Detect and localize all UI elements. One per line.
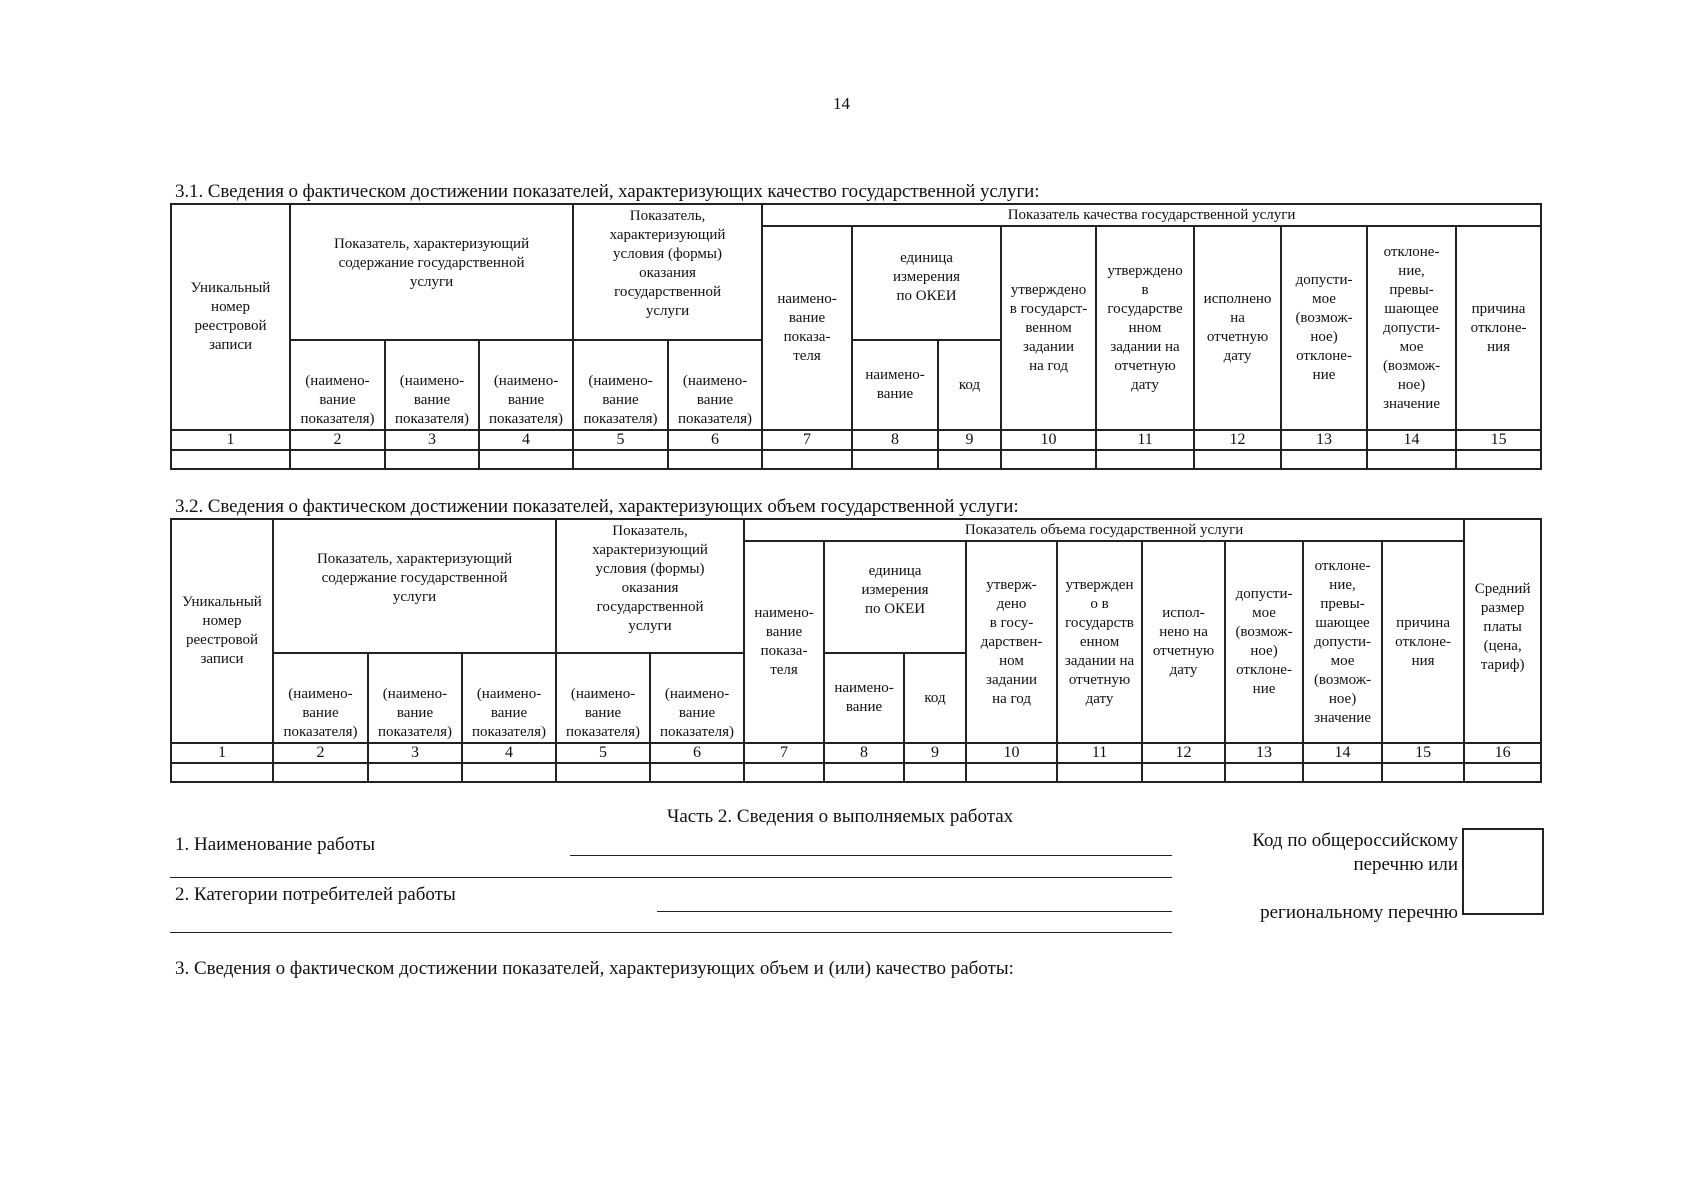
column-number: 1 bbox=[171, 743, 273, 763]
header-sub-name: (наимено- вание показателя) bbox=[368, 653, 462, 743]
section-3-1-title: 3.1. Сведения о фактическом достижении показателей, характеризующих качество государственной услуги: bbox=[175, 181, 1040, 202]
header-okei-name: наимено- вание bbox=[824, 653, 904, 743]
header-conditions-indicator: Показатель, характеризующий условия (формы) оказания государственной услуги bbox=[556, 519, 744, 653]
column-number: 9 bbox=[938, 430, 1001, 450]
column-number: 15 bbox=[1456, 430, 1541, 450]
header-content-indicator: Показатель, характеризующий содержание государственной услуги bbox=[273, 519, 556, 653]
column-number: 6 bbox=[668, 430, 762, 450]
header-allowed-deviation: допусти- мое (возмож- ное) отклоне- ние bbox=[1225, 541, 1303, 743]
work-name-line-2 bbox=[170, 877, 1172, 878]
column-numbers-row bbox=[171, 430, 1541, 450]
column-number: 10 bbox=[966, 743, 1057, 763]
column-number: 9 bbox=[904, 743, 966, 763]
page-number: 14 bbox=[833, 94, 850, 113]
header-average-fee: Средний размер платы (цена, тариф) bbox=[1464, 519, 1541, 743]
column-numbers-row bbox=[171, 743, 1541, 763]
header-sub-name: (наимено- вание показателя) bbox=[479, 340, 573, 430]
header-volume-group: Показатель объема государственной услуги bbox=[744, 519, 1464, 541]
consumer-categories-line bbox=[657, 911, 1172, 912]
column-number: 6 bbox=[650, 743, 744, 763]
registry-code-label: Код по общероссийскому перечню или региональному перечню bbox=[1252, 830, 1458, 923]
header-quality-group: Показатель качества государственной услуги bbox=[762, 204, 1541, 226]
column-number: 5 bbox=[556, 743, 650, 763]
header-executed: испол- нено на отчетную дату bbox=[1142, 541, 1225, 743]
column-number: 2 bbox=[290, 430, 385, 450]
volume-indicators-table bbox=[170, 518, 1542, 783]
column-number: 12 bbox=[1142, 743, 1225, 763]
header-exceeding-deviation: отклоне- ние, превы- шающее допусти- мое (возмож- ное) значение bbox=[1303, 541, 1382, 743]
column-number: 1 bbox=[171, 430, 290, 450]
consumer-categories-label: 2. Категории потребителей работы bbox=[175, 884, 456, 905]
empty-data-row bbox=[171, 763, 1541, 782]
registry-code-box[interactable] bbox=[1462, 828, 1544, 915]
header-unit-okei: единица измерения по ОКЕИ bbox=[824, 541, 966, 653]
header-indicator-name: наимено- вание показа- теля bbox=[762, 226, 852, 430]
column-number: 16 bbox=[1464, 743, 1541, 763]
column-number: 13 bbox=[1225, 743, 1303, 763]
header-sub-name: (наимено- вание показателя) bbox=[650, 653, 744, 743]
header-sub-name: (наимено- вание показателя) bbox=[273, 653, 368, 743]
consumer-categories-line-2 bbox=[170, 932, 1172, 933]
header-approved-year: утверждено в государст- венном задании на год bbox=[1001, 226, 1096, 430]
section-3-title: 3. Сведения о фактическом достижении показателей, характеризующих объем и (или) качество работы: bbox=[175, 958, 1014, 979]
header-unique-number: Уникальный номер реестровой записи bbox=[171, 519, 273, 743]
column-number: 12 bbox=[1194, 430, 1281, 450]
column-number: 14 bbox=[1367, 430, 1456, 450]
column-number: 13 bbox=[1281, 430, 1367, 450]
header-content-indicator: Показатель, характеризующий содержание государственной услуги bbox=[290, 204, 573, 340]
header-reason: причина отклоне- ния bbox=[1382, 541, 1464, 743]
header-sub-name: (наимено- вание показателя) bbox=[462, 653, 556, 743]
header-okei-code: код bbox=[904, 653, 966, 743]
header-approved-report: утвержден о в государств енном задании на отчетную дату bbox=[1057, 541, 1142, 743]
header-sub-name: (наимено- вание показателя) bbox=[385, 340, 479, 430]
header-unit-okei: единица измерения по ОКЕИ bbox=[852, 226, 1001, 340]
column-number: 3 bbox=[368, 743, 462, 763]
header-approved-year: утверж- дено в госу- дарствен- ном задании на год bbox=[966, 541, 1057, 743]
column-number: 7 bbox=[744, 743, 824, 763]
column-number: 11 bbox=[1057, 743, 1142, 763]
header-executed: исполнено на отчетную дату bbox=[1194, 226, 1281, 430]
header-sub-name: (наимено- вание показателя) bbox=[290, 340, 385, 430]
header-approved-report: утверждено в государстве нном задании на отчетную дату bbox=[1096, 226, 1194, 430]
part2-title: Часть 2. Сведения о выполняемых работах bbox=[667, 806, 1014, 827]
header-reason: причина отклоне- ния bbox=[1456, 226, 1541, 430]
column-number: 4 bbox=[462, 743, 556, 763]
header-sub-name: (наимено- вание показателя) bbox=[556, 653, 650, 743]
header-exceeding-deviation: отклоне- ние, превы- шающее допусти- мое (возмож- ное) значение bbox=[1367, 226, 1456, 430]
quality-indicators-table bbox=[170, 203, 1542, 470]
header-unique-number: Уникальный номер реестровой записи bbox=[171, 204, 290, 430]
column-number: 8 bbox=[852, 430, 938, 450]
header-indicator-name: наимено- вание показа- теля bbox=[744, 541, 824, 743]
column-number: 4 bbox=[479, 430, 573, 450]
column-number: 8 bbox=[824, 743, 904, 763]
column-number: 15 bbox=[1382, 743, 1464, 763]
column-number: 11 bbox=[1096, 430, 1194, 450]
work-name-label: 1. Наименование работы bbox=[175, 834, 376, 855]
header-sub-name: (наимено- вание показателя) bbox=[573, 340, 668, 430]
work-name-line bbox=[570, 855, 1172, 856]
header-sub-name: (наимено- вание показателя) bbox=[668, 340, 762, 430]
section-3-2-title: 3.2. Сведения о фактическом достижении показателей, характеризующих объем государственной услуги: bbox=[175, 496, 1019, 517]
column-number: 14 bbox=[1303, 743, 1382, 763]
column-number: 10 bbox=[1001, 430, 1096, 450]
column-number: 7 bbox=[762, 430, 852, 450]
column-number: 5 bbox=[573, 430, 668, 450]
header-okei-code: код bbox=[938, 340, 1001, 430]
header-conditions-indicator: Показатель, характеризующий условия (формы) оказания государственной услуги bbox=[573, 204, 762, 340]
column-number: 3 bbox=[385, 430, 479, 450]
header-allowed-deviation: допусти- мое (возмож- ное) отклоне- ние bbox=[1281, 226, 1367, 430]
empty-data-row bbox=[171, 450, 1541, 469]
header-okei-name: наимено- вание bbox=[852, 340, 938, 430]
column-number: 2 bbox=[273, 743, 368, 763]
